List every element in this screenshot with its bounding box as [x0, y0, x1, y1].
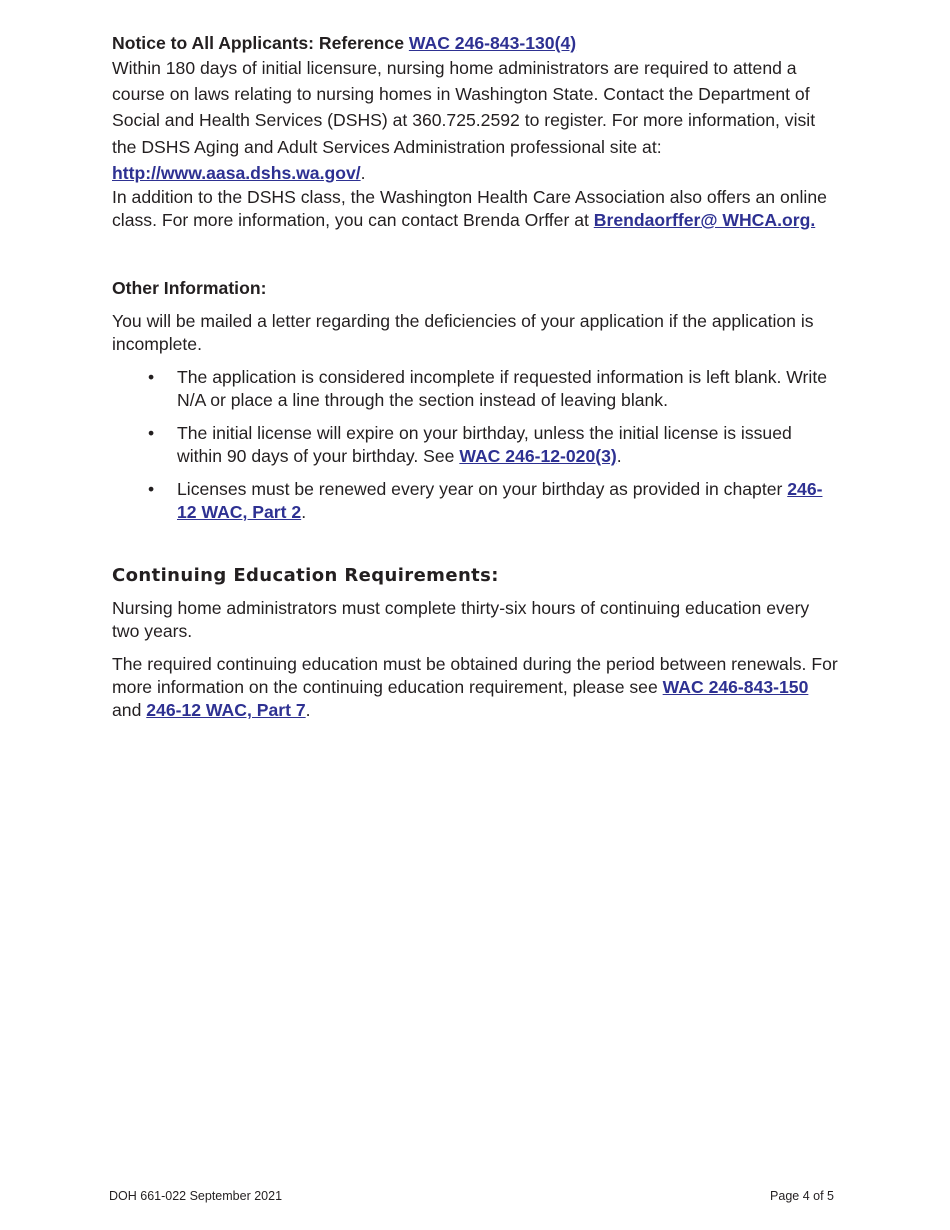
notice-paragraph-2-text: In addition to the DSHS class, the Washington Health Care Association also offers an online class. For more information, you can contact Brenda Orffer at: [112, 187, 827, 231]
continuing-education-paragraph-1: Nursing home administrators must complete thirty-six hours of continuing education every two years.: [112, 598, 810, 642]
list-item: [112, 478, 840, 524]
notice-heading: [112, 32, 840, 55]
continuing-education-paragraph-2: [112, 653, 840, 722]
bullet-3-end: .: [301, 502, 307, 523]
other-information-intro: You will be mailed a letter regarding the deficiencies of your application if the application is incomplete.: [112, 311, 814, 355]
notice-paragraph-1-text: Within 180 days of initial licensure, nursing home administrators are required to attend a course on laws relating to nursing homes in Washington State. Contact the Department of Social and Health Services (DSHS) at 360.725.2592 to register. For more information, visit the DSHS Aging and Adult Services Administration professional site at:: [112, 58, 816, 157]
bullet-2-text: The initial license will expire on your birthday, unless the initial license is issued within 90 days of your birthday. See: [177, 423, 792, 467]
wac-246-12-part-7-link[interactable]: 246-12 WAC, Part 7: [146, 700, 306, 721]
other-information-section: [112, 277, 840, 524]
brenda-orffer-email-link[interactable]: Brendaorffer@ WHCA.org.: [593, 210, 816, 231]
footer-page-number: Page 4 of 5: [770, 1189, 834, 1203]
aasa-dshs-link[interactable]: http://www.aasa.dshs.wa.gov/: [112, 162, 361, 183]
notice-paragraph-1-end: .: [360, 162, 366, 183]
bullet-3-text: Licenses must be renewed every year on your birthday as provided in chapter: [177, 479, 788, 500]
bullet-1-text: The application is considered incomplete if requested information is left blank. Write N/A or place a line through the section instead of leaving blank.: [177, 367, 827, 411]
list-item: [112, 366, 840, 412]
bullet-2-end: .: [616, 446, 622, 467]
list-item: [112, 422, 840, 468]
notice-paragraph-2: [112, 186, 840, 232]
wac-246-843-130-link[interactable]: WAC 246-843-130(4): [408, 33, 577, 53]
wac-246-12-part-2-link[interactable]: 246-12 WAC, Part 2: [177, 479, 823, 523]
footer-form-number: DOH 661-022 September 2021: [109, 1189, 283, 1203]
continuing-education-paragraph-2-end: .: [305, 700, 311, 721]
document-page: [112, 32, 840, 722]
continuing-education-heading: Continuing Education Requirements:: [112, 565, 499, 587]
continuing-education-section: [112, 564, 840, 722]
other-information-list: [112, 366, 840, 524]
bullet-marker: •: [148, 367, 155, 388]
bullet-marker: •: [148, 423, 155, 444]
continuing-education-paragraph-2-text: The required continuing education must be obtained during the period between renewals. For more information on the continuing education requirement, please see: [112, 654, 838, 698]
notice-heading-text: Notice to All Applicants: Reference: [112, 33, 409, 53]
bullet-marker: •: [148, 479, 155, 500]
wac-246-12-020-link[interactable]: WAC 246-12-020(3): [459, 446, 617, 467]
wac-246-843-150-link[interactable]: WAC 246-843-150: [662, 677, 809, 698]
notice-section: [112, 32, 840, 232]
notice-paragraph-1: [112, 55, 840, 186]
other-information-heading: Other Information:: [112, 278, 267, 299]
and-text: and: [112, 700, 147, 721]
